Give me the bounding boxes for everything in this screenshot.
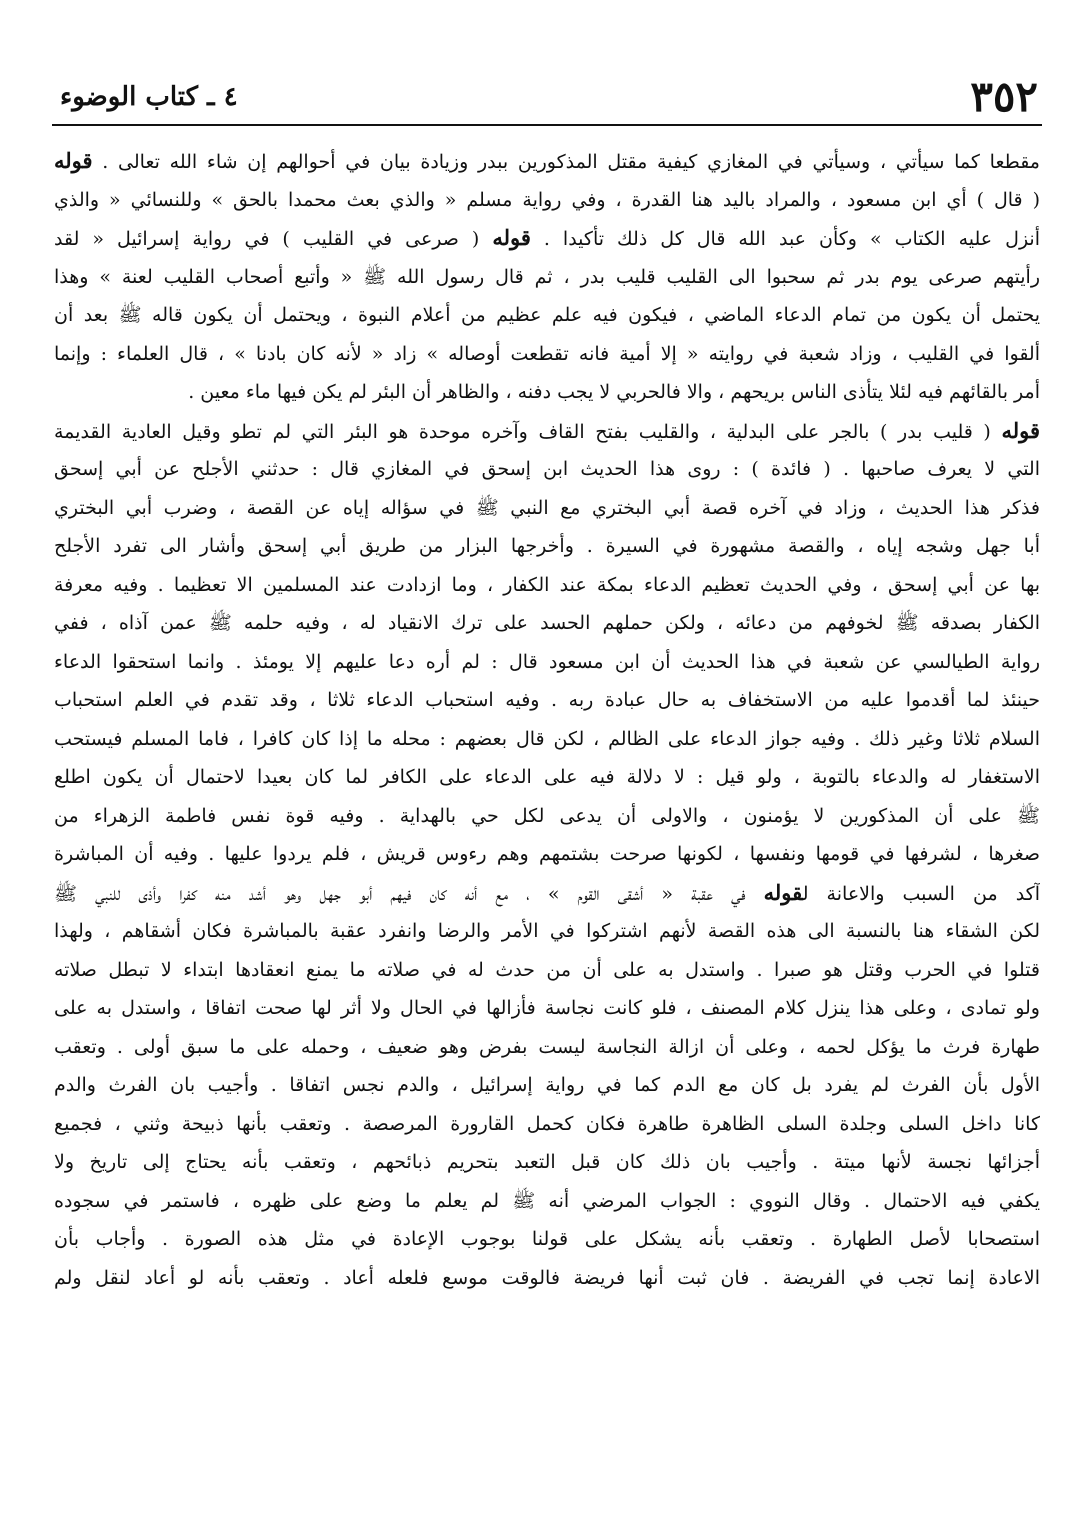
text-line: ألقوا في القليب ، وزاد شعبة في روايته « إلا أمية فانه تقطعت أوصاله » زاد « لأنه كان بادنا » ، قال العلماء : وإنما [54,342,1040,365]
commentary-marker: قوله [54,148,93,173]
commentary-marker: قوله [763,879,803,905]
text-line: يحتمل أن يكون من تمام الدعاء الماضي ، فيكون فيه علم عظيم من أعلام النبوة ، ويحتمل أن يكون قاله ﷺ بعد أن [54,304,1040,326]
text-line: أنزل عليه الكتاب » وكأن عبد الله قال كل ذلك تأكيدا . قوله ( صرعى في القليب ) في رواية إسرائيل « لقد [54,225,1040,250]
text-line: ولو تمادى ، وعلى هذا ينزل كلام المصنف ، فلو كانت نجاسة فأزالها في الحال ولا أثر لها صحت اتفاقا ، واستدل به على [54,997,1040,1019]
text-line: صغرها ، لشرفها في قومها ونفسها ، لكونها صرحت بشتمهم وهم رءوس قريش ، فلم يردوا عليها . وفيه أن المباشرة [54,843,1040,865]
text-line: الاستغفار له والدعاء بالتوبة ، ولو قيل : لا دلالة فيه على الدعاء على الكافر لما كان بعيدا لاحتمال أن يكون اطلع [54,766,1040,788]
text-line: فذكر هذا الحديث ، وزاد في آخره قصة أبي البختري مع النبي ﷺ في سؤاله إياه عن القصة ، وضرب أبي البختري [54,496,1040,519]
text-line: ﷺ على أن المذكورين لا يؤمنون ، والاولى أن يدعى لكل حي بالهداية . وفيه قوة نفس فاطمة الزهراء من [54,804,1040,827]
text-line: قوله ( قليب بدر ) بالجر على البدلية ، والقليب بفتح القاف وآخره موحدة هو البئر التي لم تطو وقيل العادية القديمة [54,417,1040,443]
page-header [52,66,1040,124]
text-line: مقطعا كما سيأتي ، وسيأتي في المغازي كيفية مقتل المذكورين ببدر وزيادة بيان في أحوالهم إن شاء الله تعالى . قوله [54,148,1040,173]
text-line: كانا داخل السلى وجلدة السلى الظاهرة طاهرة فكان كحمل القارورة المرصصة . وتعقب بأنها ذبيحة وثني ، فجميع [54,1112,1040,1135]
text-line: الكفار بصدقه ﷺ لخوفهم من دعائه ، ولكن حملهم الحسد على ترك الانقياد له ، وفيه حلمه ﷺ عمن آذاه ، ففي [54,612,1040,634]
page-number: ٣٥٢ [970,72,1038,121]
text-line: السلام ثلاثا وغير ذلك . وفيه جواز الدعاء على الظالم ، لكن قال بعضهم : محله ما إذا كان كافرا ، فاما المسلم فيستحب [54,727,1040,750]
text-line: الأول بأن الفرث لم يفرد بل كان مع الدم كما في رواية إسرائيل ، والدم نجس اتفاقا . وأجيب بان الفرث والدم [54,1074,1040,1096]
text-line: لكن الشقاء هنا بالنسبة الى هذه القصة لأنهم اشتركوا في الأمر والرضا وانفرد عقبة بالمباشرة فكان أشقاهم ، ولهذا [54,920,1040,942]
commentary-marker: قوله [492,225,531,250]
text-line: الاعادة إنما تجب في الفريضة . فان ثبت أنها فريضة فالوقت موسع فلعله أعاد . وتعقب بأنه لو أعاد لنقل ولم [54,1266,1040,1289]
text-line: رأيتهم صرعى يوم بدر ثم سحبوا الى القليب قليب بدر ، ثم قال رسول الله ﷺ « وأتبع أصحاب القليب لعنة » وهذا [54,265,1040,288]
text-line: رواية الطيالسي عن شعبة في هذا الحديث أن ابن مسعود قال : لم أره دعا عليهم إلا يومئذ . وانما استحقوا الدعاء [54,650,1040,673]
header-rule [52,124,1042,126]
text-line: استصحابا لأصل الطهارة . وتعقب بأنه يشكل على قولنا بوجوب الإعادة في مثل هذه الصورة . وأجاب بأن [54,1228,1040,1250]
text-line: قتلوا في الحرب وقتل هو صبرا . واستدل به على أن من حدث له في صلاته ما يمنع انعقادها ابتداء لا تبطل صلاته [54,958,1040,981]
text-line: يكفي فيه الاحتمال . وقال النووي : الجواب المرضي أنه ﷺ لم يعلم ما وضع على ظهره ، فاستمر في سجوده [54,1189,1040,1212]
text-line: ( قال ) أي ابن مسعود ، والمراد باليد هنا القدرة ، وفي رواية مسلم « والذي بعث محمدا بالحق » وللنسائي « والذي [54,188,1040,211]
text-line: أبا جهل وشجه إياه ، والقصة مشهورة في السيرة . وأخرجها البزار من طريق أبي إسحق وأشار الى تفرد الأجلح [54,535,1040,557]
text-body [54,142,1040,1297]
text-line: آكد من السبب والاعانة لقوله في عقبة « أشقى القوم » ، مع أنه كان فيهم أبو جهل وهو أشد منه كفرا وأذى للنبي ﷺ [54,879,1040,905]
text-line: أمر بالقائهم فيه لئلا يتأذى الناس بريحهم ، والا فالحربي لا يجب دفنه ، والظاهر أن البئر لم يكن فيها ماء معين . [188,381,1040,403]
text-line: التي لا يعرف صاحبها . ( فائدة ) : روى هذا الحديث ابن إسحق في المغازي قال : حدثني الأجلح عن أبي إسحق [54,458,1040,480]
text-line: أجزائها نجسة لأنها ميتة . وأجيب بان ذلك كان قبل التعبد بتحريم ذبائحهم ، وتعقب بأنه يحتاج إلى تاريخ ولا [54,1151,1040,1173]
commentary-marker: قوله [1001,417,1040,443]
text-line: حينئذ لما أقدموا عليه من الاستخفاف به حال عبادة ربه . وفيه استحباب الدعاء ثلاثا ، وقد تقدم في العلم استحباب [54,689,1040,711]
running-title: ٤ ـ كتاب الوضوء [60,82,238,112]
text-line: بها عن أبي إسحق ، وفي الحديث تعظيم الدعاء بمكة عند الكفار ، وما ازدادت عند المسلمين الا تعظيما . وفيه معرفة [54,573,1040,596]
text-line: طهارة فرث ما يؤكل لحمه ، وعلى أن ازالة النجاسة ليست بفرض وهو ضعيف ، وحمله على ما سبق أولى . وتعقب [54,1035,1040,1058]
